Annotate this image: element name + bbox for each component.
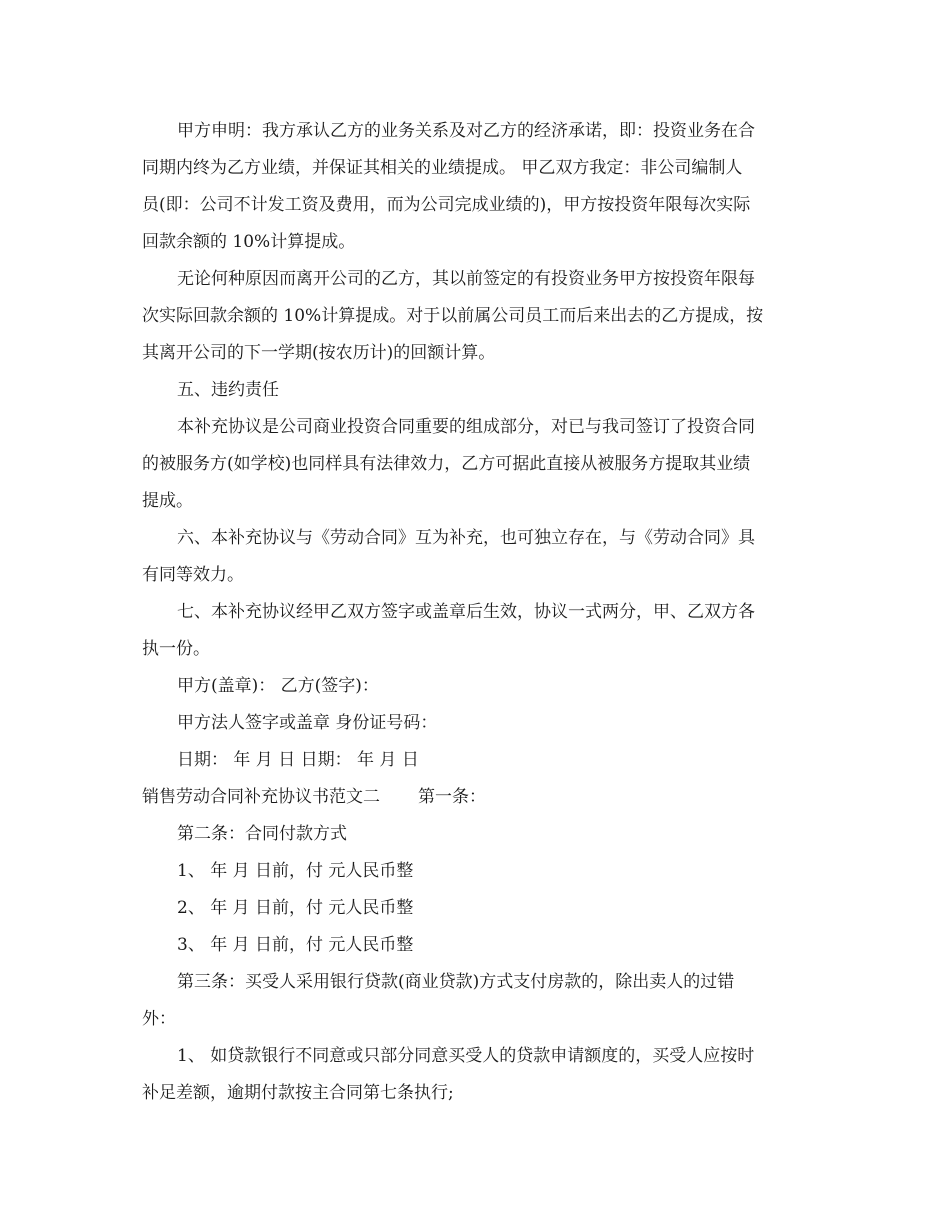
document-subtitle: 销售劳动合同补充协议书范文二 bbox=[142, 787, 380, 807]
text-line: 同期内终为乙方业绩，并保证其相关的业绩提成。 甲乙双方我定：非公司编制人 bbox=[142, 158, 743, 178]
text-line: 提成。 bbox=[142, 491, 193, 511]
list-item: 1、 年 月 日前，付 元人民币整 bbox=[177, 861, 414, 881]
text-line: 甲方申明：我方承认乙方的业务关系及对乙方的经济承诺，即：投资业务在合 bbox=[177, 121, 755, 141]
text-line: 其离开公司的下一学期(按农历计)的回额计算。 bbox=[142, 343, 496, 363]
text-line: 次实际回款余额的 10%计算提成。对于以前属公司员工而后来出去的乙方提成，按 bbox=[142, 306, 764, 326]
text-line: 本补充协议是公司商业投资合同重要的组成部分，对已与我司签订了投资合同 bbox=[177, 417, 755, 437]
signature-line: 甲方(盖章)： 乙方(签字)： bbox=[177, 676, 379, 696]
article-heading: 第三条：买受人采用银行贷款(商业贷款)方式支付房款的，除出卖人的过错 bbox=[177, 972, 735, 992]
text-line: 的被服务方(如学校)也同样具有法律效力，乙方可据此直接从被服务方提取其业绩 bbox=[142, 454, 751, 474]
article-heading: 第一条： bbox=[418, 787, 486, 807]
section-heading: 五、违约责任 bbox=[177, 380, 279, 400]
text-line: 有同等效力。 bbox=[142, 565, 244, 585]
list-item: 3、 年 月 日前，付 元人民币整 bbox=[177, 935, 414, 955]
text-line: 七、本补充协议经甲乙双方签字或盖章后生效，协议一式两分，甲、乙双方各 bbox=[177, 602, 755, 622]
text-line: 补足差额，逾期付款按主合同第七条执行; bbox=[142, 1083, 454, 1103]
article-heading: 第二条：合同付款方式 bbox=[177, 824, 347, 844]
document-subtitle-line bbox=[142, 787, 822, 807]
text-line: 员(即：公司不计发工资及费用，而为公司完成业绩的)，甲方按投资年限每次实际 bbox=[142, 195, 751, 215]
text-line: 外： bbox=[142, 1009, 176, 1029]
signature-line: 甲方法人签字或盖章 身份证号码： bbox=[177, 713, 438, 733]
text-line: 执一份。 bbox=[142, 639, 210, 659]
text-line: 六、本补充协议与《劳动合同》互为补充，也可独立存在，与《劳动合同》具 bbox=[177, 528, 755, 548]
list-item: 2、 年 月 日前，付 元人民币整 bbox=[177, 898, 414, 918]
text-line: 无论何种原因而离开公司的乙方，其以前签定的有投资业务甲方按投资年限每 bbox=[177, 269, 755, 289]
text-line: 回款余额的 10%计算提成。 bbox=[142, 232, 356, 252]
date-line: 日期： 年 月 日 日期： 年 月 日 bbox=[177, 750, 419, 770]
list-item: 1、 如贷款银行不同意或只部分同意买受人的贷款申请额度的，买受人应按时 bbox=[177, 1046, 755, 1066]
